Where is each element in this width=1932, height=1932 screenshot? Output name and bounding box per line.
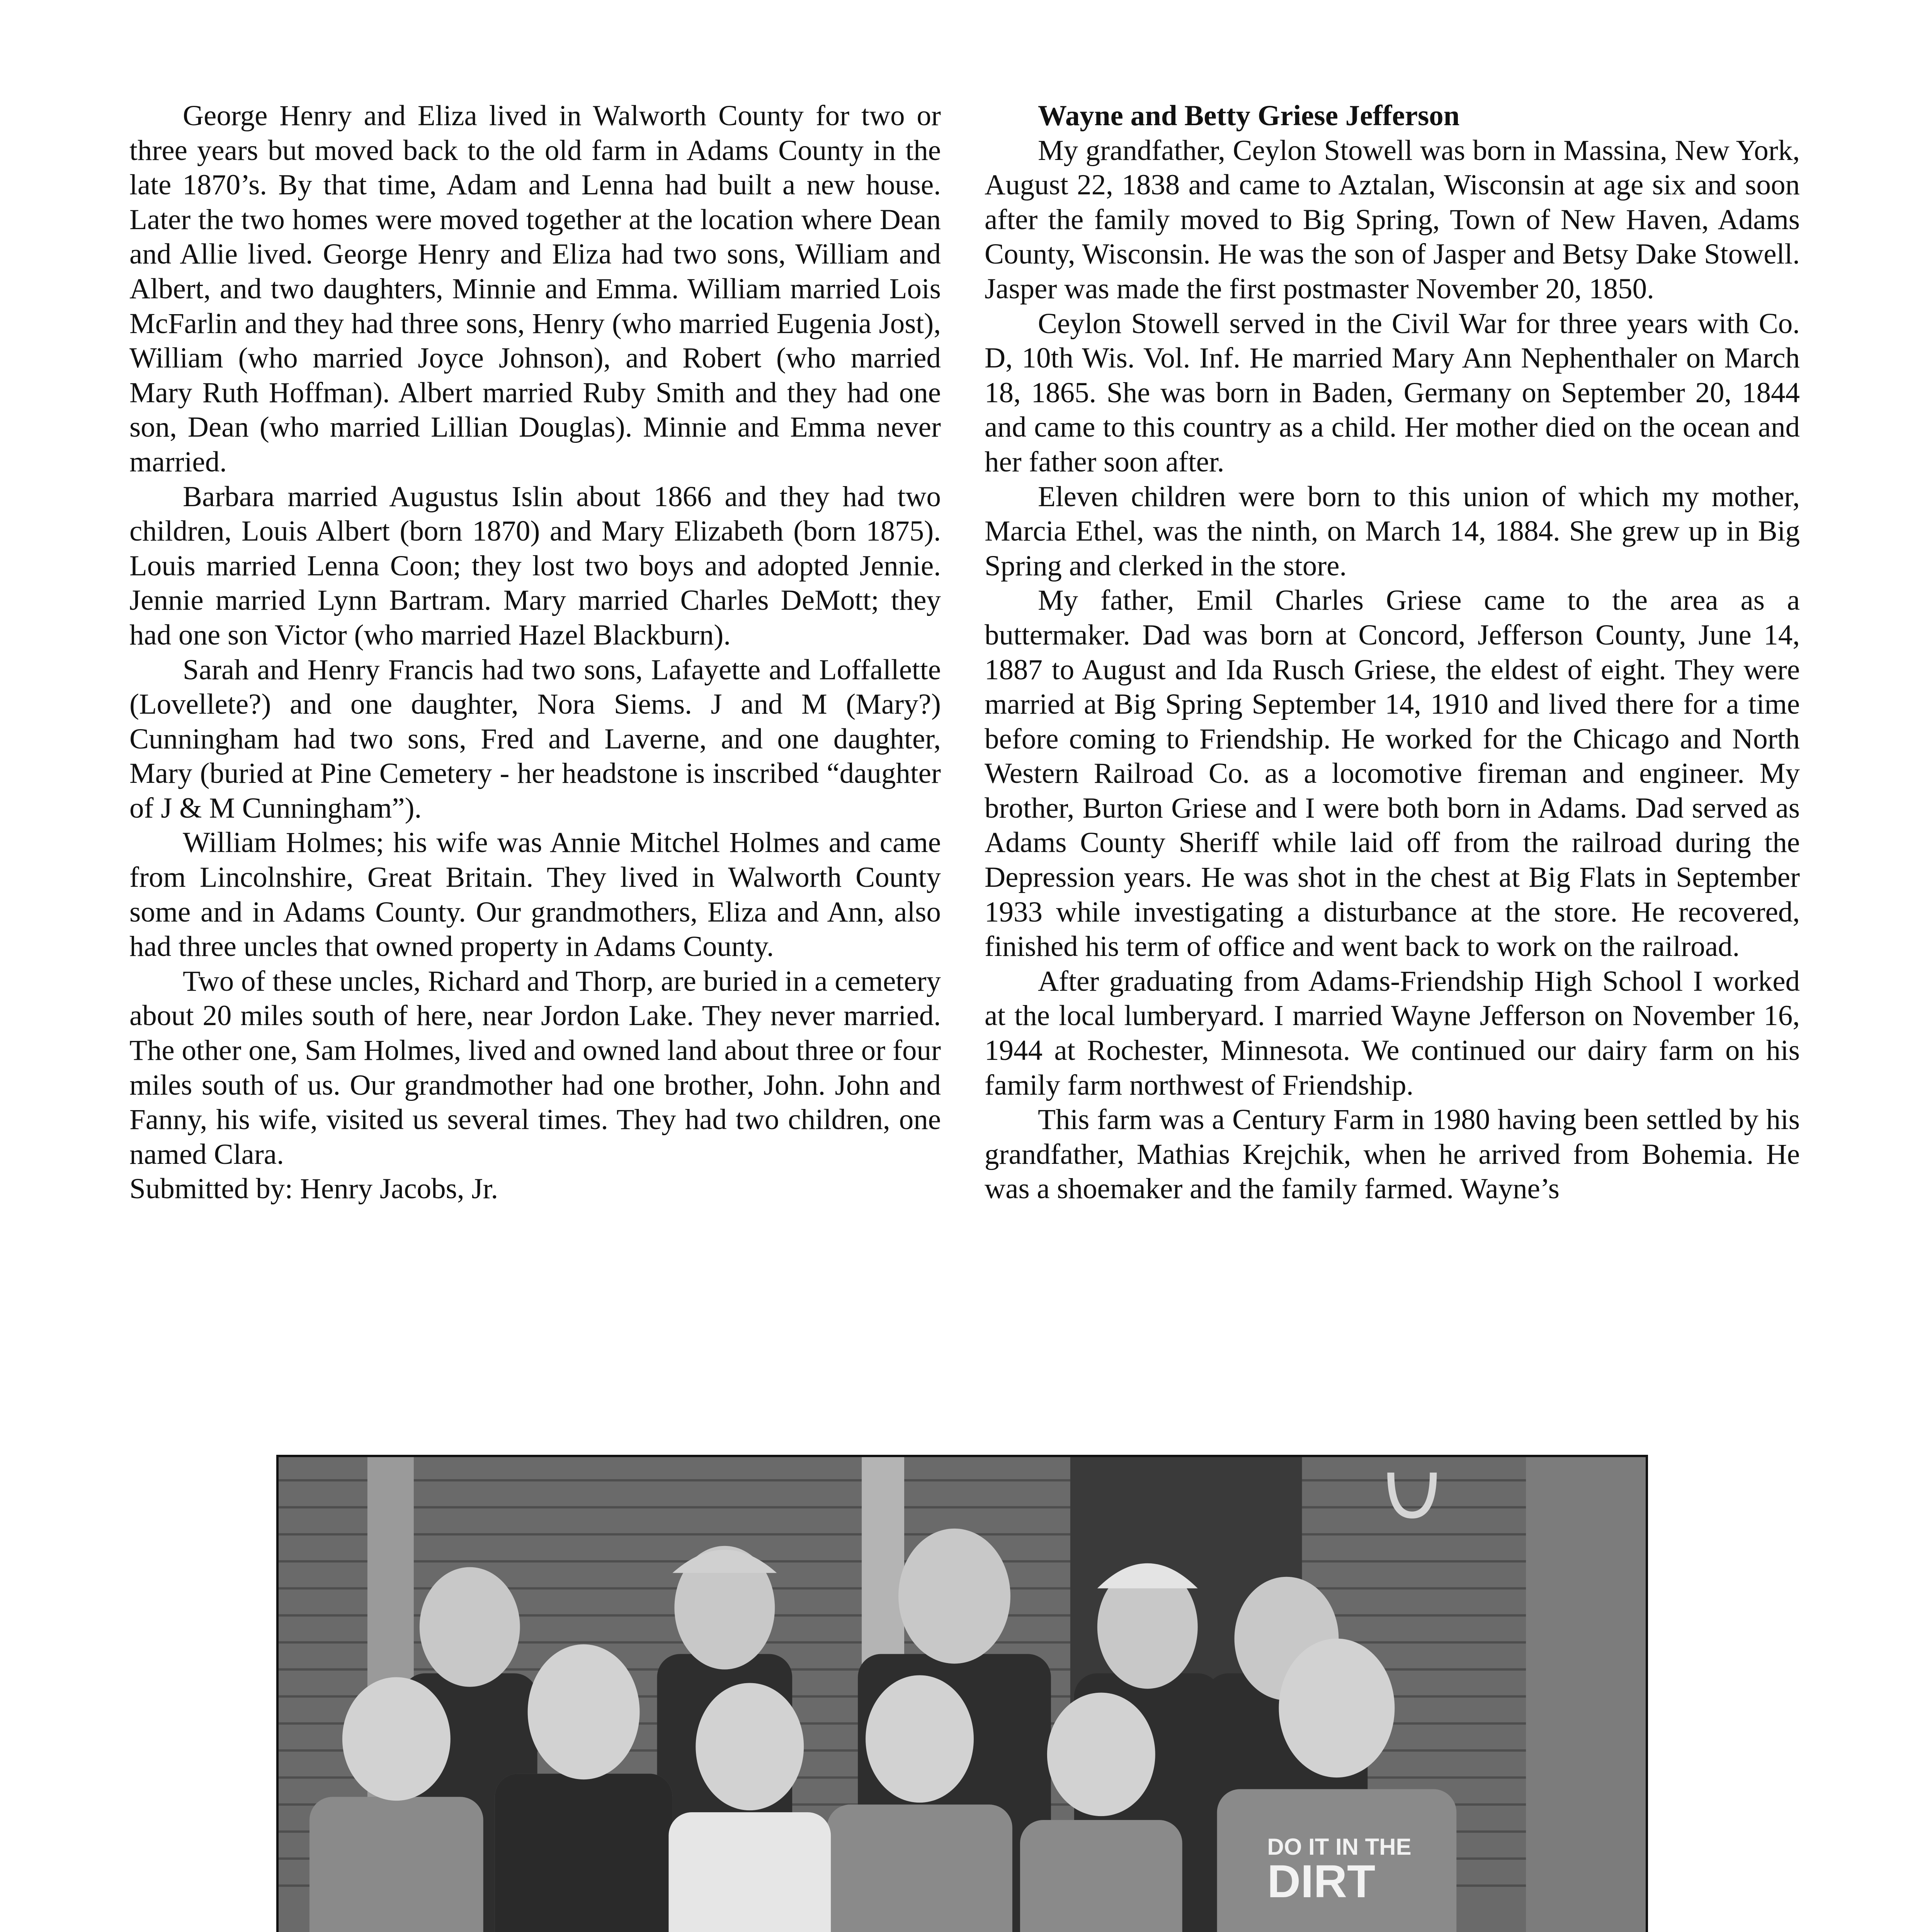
family-photo-illustration [279, 1457, 1646, 1932]
paragraph: Ceylon Stowell served in the Civil War for three years with Co. D, 10th Wis. Vol. Inf. He married Mary Ann Nephenthaler on March 18, 1865. She was born in Baden, Germany on September 20, 1844 and came to this country as a child. Her mother died on the ocean and her father soon after. [985, 307, 1800, 478]
paragraph: Eleven children were born to this union of which my mother, Marcia Ethel, was the ninth, on March 14, 1884. She grew up in Big Spring and clerked in the store. [985, 480, 1800, 582]
paragraph: Two of these uncles, Richard and Thorp, are buried in a cemetery about 20 miles south of here, near Jordon Lake. They never married. The other one, Sam Holmes, lived and owned land about three or four miles south of us. Our grandmother had one brother, John. John and Fanny, his wife, visited us several times. They had two children, one named Clara. [129, 965, 941, 1170]
paragraph: My grandfather, Ceylon Stowell was born in Massina, New York, August 22, 1838 and came to Aztalan, Wisconsin at age six and soon after the family moved to Big Spring, Town of New Haven, Adams County, Wisconsin. He was the son of Jasper and Betsy Dake Stowell. Jasper was made the first postmaster November 20, 1850. [985, 134, 1800, 305]
paragraph: My father, Emil Charles Griese came to the area as a buttermaker. Dad was born at Concord, Jefferson County, June 14, 1887 to August and Ida Rusch Griese, the eldest of eight. They were married at Big Spring September 14, 1910 and lived there for a time before coming to Friendship. He worked for the Chicago and North Western Railroad Co. as a locomotive fireman and engineer. My brother, Burton Griese and I were both born in Adams. Dad served as Adams County Sheriff while laid off from the railroad during the Depression years. He was shot in the chest at Big Flats in September 1933 while investigating a disturbance at the store. He recovered, finished his term of office and went back to work on the railroad. [985, 584, 1800, 963]
submitted-by: Submitted by: Henry Jacobs, Jr. [129, 1173, 498, 1205]
right-column [985, 99, 1800, 1206]
paragraph: George Henry and Eliza lived in Walworth County for two or three years but moved back to the old farm in Adams County in the late 1870’s. By that time, Adam and Lenna had built a new house. Later the two homes were moved together at the location where Dean and Allie lived. George Henry and Eliza had two sons, William and Albert, and two daughters, Minnie and Emma. William married Lois McFarlin and they had three sons, Henry (who married Eugenia Jost), William (who married Joyce Johnson), and Robert (who married Mary Ruth Hoffman). Albert married Ruby Smith and they had one son, Dean (who married Lillian Douglas). Minnie and Emma never married. [129, 100, 941, 478]
paragraph: This farm was a Century Farm in 1980 having been settled by his grandfather, Mathias Krejchik, when he arrived from Bohemia. He was a shoemaker and the family farmed. Wayne’s [985, 1104, 1800, 1205]
left-column [129, 99, 941, 1206]
family-photo [276, 1455, 1648, 1932]
shirt-text-bottom: DIRT [1267, 1855, 1376, 1907]
paragraph: After graduating from Adams-Friendship High School I worked at the local lumberyard. I married Wayne Jefferson on November 16, 1944 at Rochester, Minnesota. We continued our dairy farm on his family farm northwest of Friendship. [985, 965, 1800, 1101]
paragraph: William Holmes; his wife was Annie Mitchel Holmes and came from Lincolnshire, Great Britain. They lived in Walworth County some and in Adams County. Our grandmothers, Eliza and Ann, also had three uncles that owned property in Adams County. [129, 827, 941, 963]
shirt-text-top: DO IT IN THE [1267, 1834, 1412, 1860]
paragraph: Sarah and Henry Francis had two sons, Lafayette and Loffallette (Lovellete?) and one daughter, Nora Siems. J and M (Mary?) Cunningham had two sons, Fred and Laverne, and one daughter, Mary (buried at Pine Cemetery - her headstone is inscribed “daughter of J & M Cunningham”). [129, 653, 941, 824]
paragraph: Barbara married Augustus Islin about 1866 and they had two children, Louis Albert (born 1870) and Mary Elizabeth (born 1875). Louis married Lenna Coon; they lost two boys and adopted Jennie. Jennie married Lynn Bartram. Mary married Charles DeMott; they had one son Victor (who married Hazel Blackburn). [129, 480, 941, 651]
section-heading: Wayne and Betty Griese Jefferson [1038, 100, 1460, 132]
